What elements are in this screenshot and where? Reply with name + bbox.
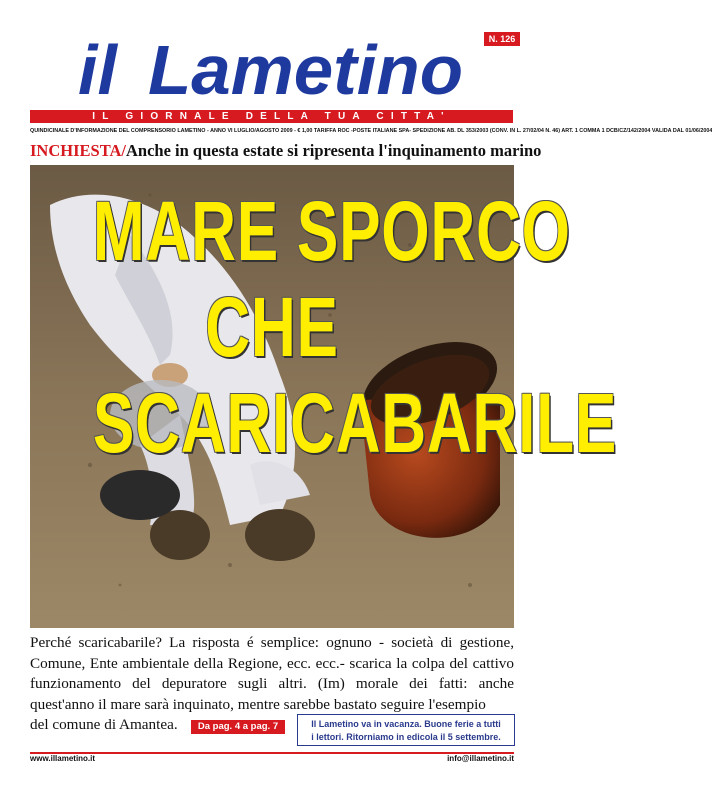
page-range-tag: Da pag. 4 a pag. 7 xyxy=(191,720,285,734)
article-body-text: Perché scaricabarile? La risposta é semplice: ognuno - società di gestione, Comune, Ente ambientale della Regione, ecc. ecc.- scarica la colpa del cattivo funzionamento del depuratore sugli altri. (Im) morale dei fatti: anche quest'anno il mare sarà inquinato, mentre sarebbe bastato seguire l'esempio xyxy=(30,634,514,713)
logo-prefix: il xyxy=(78,31,117,109)
inquiry-text: Anche in questa estate si ripresenta l'inquinamento marino xyxy=(125,141,542,160)
inquiry-label: INCHIESTA/ xyxy=(30,141,126,160)
inquiry-headline xyxy=(30,141,542,161)
holiday-notice-line-2: i lettori. Ritorniamo in edicola il 5 settembre. xyxy=(311,732,501,742)
tagline-bar: IL GIORNALE DELLA TUA CITTA' xyxy=(30,110,513,123)
footer-divider xyxy=(30,752,514,754)
publication-info: QUINDICINALE D'INFORMAZIONE DEL COMPRENSORIO LAMETINO - ANNO VI LUGLIO/AGOSTO 2009 - € 1,00 TARIFFA ROC -POSTE ITALIANE SPA- SPEDIZIONE AB. DL 353/2003 (CONV. IN L. 27/02/04 N. 46) ART. 1 COMMA 1 DCB/CZ/142/2004 VALIDA DAL 01/06/2004 xyxy=(30,128,712,134)
logo-name: Lametino xyxy=(148,31,463,109)
issue-number-badge: N. 126 xyxy=(484,32,520,46)
headline-line-2: CHE xyxy=(205,280,339,374)
footer-website-link[interactable]: www.illametino.it xyxy=(30,754,96,763)
holiday-notice-line-1: Il Lametino va in vacanza. Buone ferie a tutti xyxy=(311,719,501,729)
masthead-logo xyxy=(70,28,470,108)
footer-email-link[interactable]: info@illametino.it xyxy=(447,754,514,763)
headline-line-3: SCARICABARILE xyxy=(92,376,618,470)
main-headline xyxy=(92,183,618,471)
article-last-line: del comune di Amantea. xyxy=(30,716,178,733)
holiday-notice-box xyxy=(297,714,515,746)
headline-line-1: MARE SPORCO xyxy=(92,184,571,278)
